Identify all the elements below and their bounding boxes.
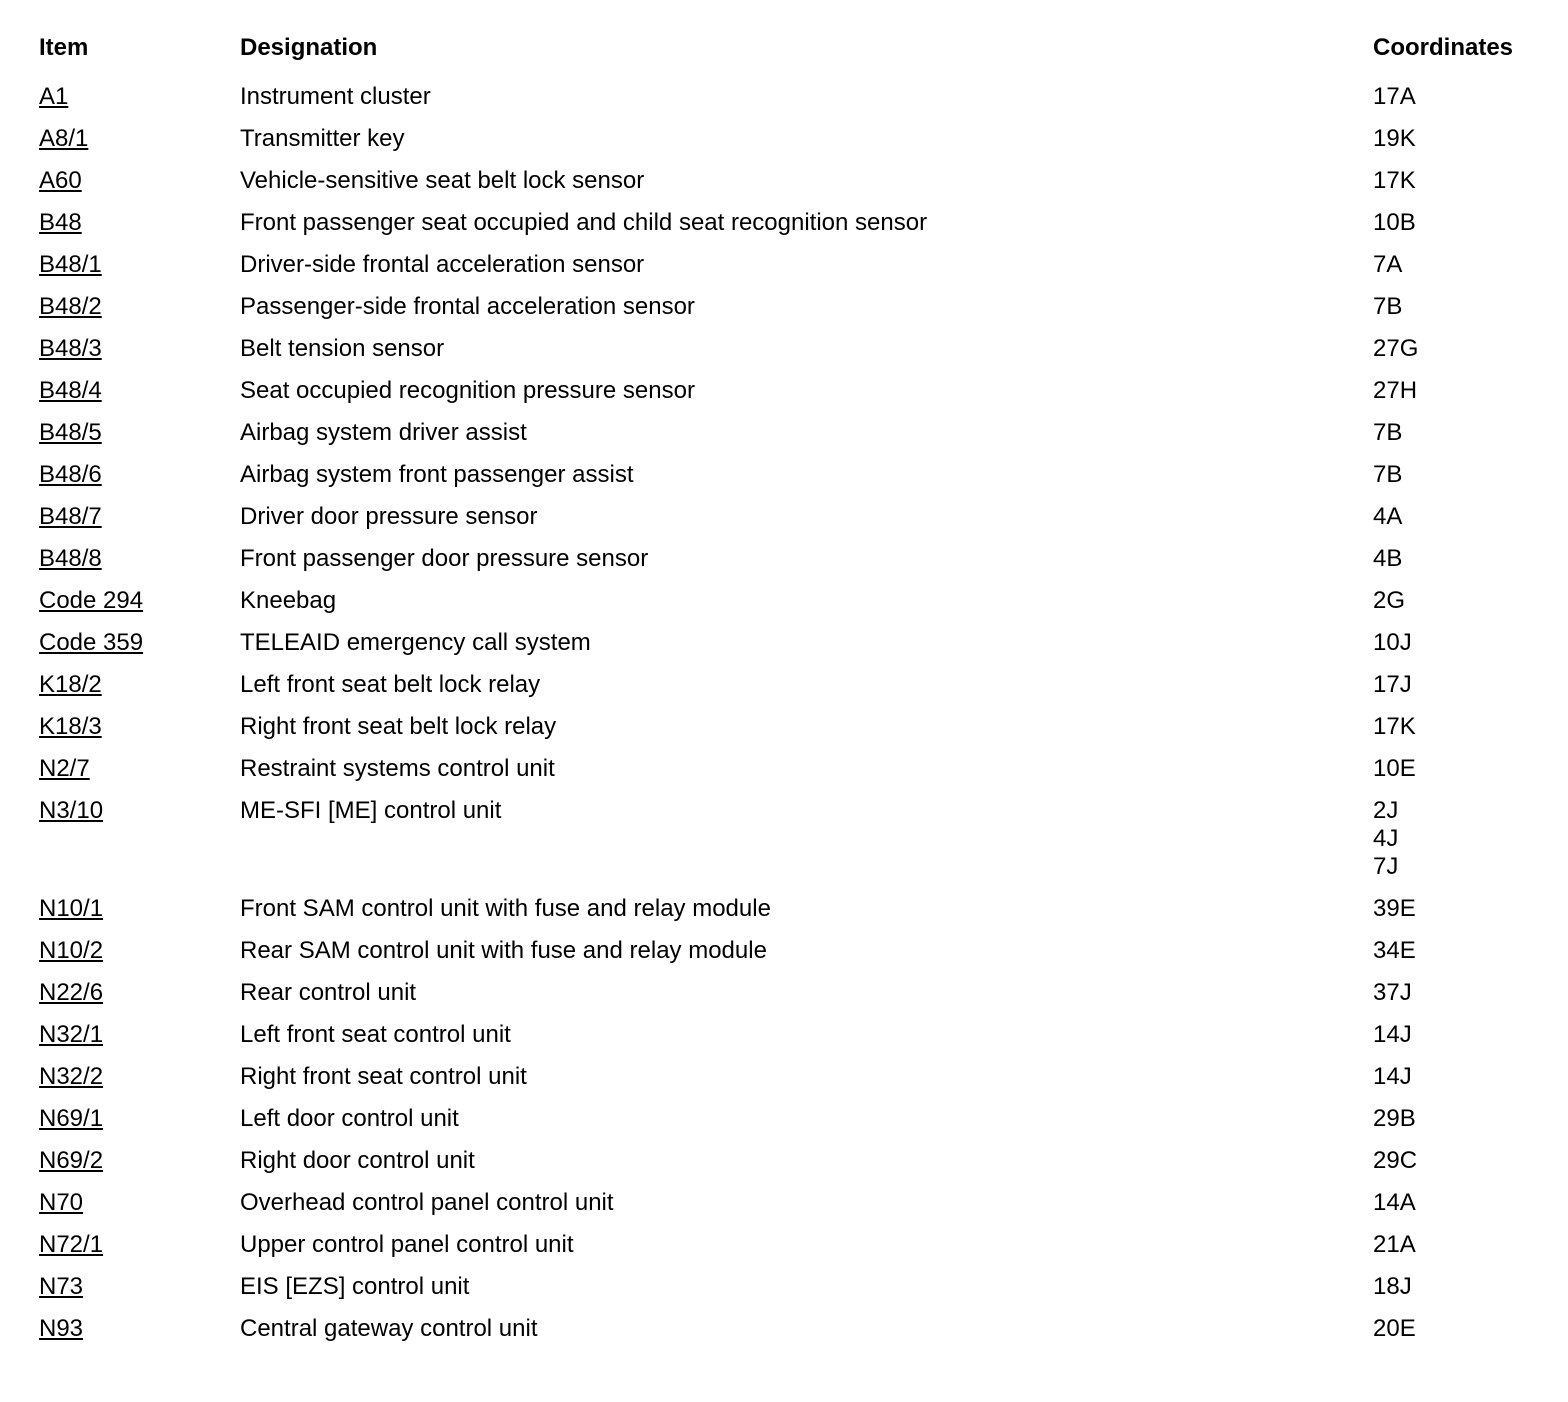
designation-cell: Rear SAM control unit with fuse and relay module bbox=[240, 937, 767, 964]
designation-cell: Vehicle-sensitive seat belt lock sensor bbox=[240, 167, 645, 194]
item-cell bbox=[36, 748, 240, 790]
item-cell bbox=[36, 370, 240, 412]
coordinate-value: 10B bbox=[1373, 209, 1416, 236]
table-row bbox=[36, 1182, 1543, 1224]
coordinates-cell bbox=[1373, 888, 1543, 930]
item-cell bbox=[36, 1140, 240, 1182]
coordinates-cell bbox=[1373, 930, 1543, 972]
designation-cell: Left door control unit bbox=[240, 1105, 459, 1132]
table-row bbox=[36, 790, 1543, 888]
table-row bbox=[36, 1056, 1543, 1098]
table-row bbox=[36, 972, 1543, 1014]
coordinate-value: 7J bbox=[1373, 853, 1399, 880]
item-cell bbox=[36, 930, 240, 972]
designation-cell: Right door control unit bbox=[240, 1147, 475, 1174]
item-link[interactable]: B48/2 bbox=[39, 293, 102, 320]
item-cell bbox=[36, 1224, 240, 1266]
coordinates-cell bbox=[1373, 580, 1543, 622]
coordinates-cell bbox=[1373, 972, 1543, 1014]
designation-column-header: Designation bbox=[240, 34, 378, 61]
coordinates-cell bbox=[1373, 370, 1543, 412]
coordinate-value: 4J bbox=[1373, 825, 1399, 852]
coordinates-cell bbox=[1373, 286, 1543, 328]
coordinates-cell bbox=[1373, 622, 1543, 664]
item-link[interactable]: B48/8 bbox=[39, 545, 102, 572]
table-row bbox=[36, 370, 1543, 412]
item-cell bbox=[36, 888, 240, 930]
table-row bbox=[36, 538, 1543, 580]
coordinate-value: 2J bbox=[1373, 797, 1399, 824]
table-row bbox=[36, 328, 1543, 370]
component-legend-table bbox=[36, 28, 1543, 1350]
table-row bbox=[36, 496, 1543, 538]
item-link[interactable]: N70 bbox=[39, 1189, 84, 1216]
item-link[interactable]: N69/1 bbox=[39, 1105, 104, 1132]
coordinates-cell bbox=[1373, 1056, 1543, 1098]
table-row bbox=[36, 454, 1543, 496]
coordinates-cell bbox=[1373, 790, 1543, 888]
item-cell bbox=[36, 1014, 240, 1056]
designation-cell: Right front seat control unit bbox=[240, 1063, 527, 1090]
table-row bbox=[36, 888, 1543, 930]
designation-cell: Airbag system front passenger assist bbox=[240, 461, 634, 488]
item-link[interactable]: A1 bbox=[39, 83, 69, 110]
table-row bbox=[36, 1308, 1543, 1350]
item-cell bbox=[36, 1098, 240, 1140]
item-cell bbox=[36, 1182, 240, 1224]
table-row bbox=[36, 1140, 1543, 1182]
coordinate-value: 7A bbox=[1373, 251, 1403, 278]
table-row bbox=[36, 76, 1543, 118]
coordinate-value: 27G bbox=[1373, 335, 1419, 362]
item-cell bbox=[36, 160, 240, 202]
designation-cell: Front passenger seat occupied and child seat recognition sensor bbox=[240, 209, 928, 236]
item-link[interactable]: A8/1 bbox=[39, 125, 89, 152]
coordinates-cell bbox=[1373, 1182, 1543, 1224]
table-row bbox=[36, 1266, 1543, 1308]
item-cell bbox=[36, 538, 240, 580]
item-link[interactable]: N93 bbox=[39, 1315, 84, 1342]
item-link[interactable]: K18/3 bbox=[39, 713, 102, 740]
coordinate-value: 14J bbox=[1373, 1063, 1412, 1090]
item-cell bbox=[36, 202, 240, 244]
item-cell bbox=[36, 412, 240, 454]
table-header-row bbox=[36, 28, 1543, 76]
table-body bbox=[36, 76, 1543, 1350]
coordinates-cell bbox=[1373, 160, 1543, 202]
designation-cell: Left front seat control unit bbox=[240, 1021, 511, 1048]
coordinates-column-header: Coordinates bbox=[1373, 34, 1514, 61]
table-row bbox=[36, 286, 1543, 328]
coordinate-value: 7B bbox=[1373, 419, 1403, 446]
coordinates-cell bbox=[1373, 1140, 1543, 1182]
coordinate-value: 19K bbox=[1373, 125, 1416, 152]
item-link[interactable]: B48/4 bbox=[39, 377, 102, 404]
table-row bbox=[36, 930, 1543, 972]
coordinate-value: 4A bbox=[1373, 503, 1403, 530]
item-cell bbox=[36, 972, 240, 1014]
item-link[interactable]: N10/1 bbox=[39, 895, 104, 922]
coordinates-cell bbox=[1373, 538, 1543, 580]
designation-cell: Passenger-side frontal acceleration sensor bbox=[240, 293, 695, 320]
designation-cell: Driver-side frontal acceleration sensor bbox=[240, 251, 645, 278]
coordinates-cell bbox=[1373, 454, 1543, 496]
item-link[interactable]: A60 bbox=[39, 167, 82, 194]
coordinate-value: 10J bbox=[1373, 629, 1412, 656]
coordinate-value: 17J bbox=[1373, 671, 1412, 698]
table-row bbox=[36, 118, 1543, 160]
item-cell bbox=[36, 118, 240, 160]
coordinate-value: 14A bbox=[1373, 1189, 1416, 1216]
coordinates-cell bbox=[1373, 412, 1543, 454]
item-cell bbox=[36, 664, 240, 706]
designation-cell: Left front seat belt lock relay bbox=[240, 671, 541, 698]
item-link[interactable]: N10/2 bbox=[39, 937, 104, 964]
table-row bbox=[36, 1224, 1543, 1266]
designation-cell: Rear control unit bbox=[240, 979, 417, 1006]
item-link[interactable]: N32/1 bbox=[39, 1021, 104, 1048]
item-link[interactable]: Code 294 bbox=[39, 587, 144, 614]
item-link[interactable]: B48/6 bbox=[39, 461, 102, 488]
item-link[interactable]: B48/5 bbox=[39, 419, 102, 446]
coordinates-cell bbox=[1373, 496, 1543, 538]
item-cell bbox=[36, 706, 240, 748]
table-row bbox=[36, 202, 1543, 244]
item-cell bbox=[36, 1266, 240, 1308]
designation-cell: Belt tension sensor bbox=[240, 335, 445, 362]
item-cell bbox=[36, 76, 240, 118]
item-cell bbox=[36, 328, 240, 370]
coordinates-cell bbox=[1373, 706, 1543, 748]
designation-cell: Transmitter key bbox=[240, 125, 405, 152]
designation-cell: Kneebag bbox=[240, 587, 337, 614]
coordinate-value: 39E bbox=[1373, 895, 1416, 922]
item-link[interactable]: B48/7 bbox=[39, 503, 102, 530]
coordinate-value: 17K bbox=[1373, 167, 1416, 194]
designation-cell: EIS [EZS] control unit bbox=[240, 1273, 470, 1300]
coordinate-value: 27H bbox=[1373, 377, 1418, 404]
designation-cell: TELEAID emergency call system bbox=[240, 629, 591, 656]
coordinate-value: 4B bbox=[1373, 545, 1403, 572]
item-cell bbox=[36, 1308, 240, 1350]
designation-cell: Central gateway control unit bbox=[240, 1315, 538, 1342]
coordinate-value: 21A bbox=[1373, 1231, 1416, 1258]
item-cell bbox=[36, 244, 240, 286]
table-row bbox=[36, 622, 1543, 664]
coordinate-value: 7B bbox=[1373, 461, 1403, 488]
coordinates-cell bbox=[1373, 1308, 1543, 1350]
coordinates-cell bbox=[1373, 76, 1543, 118]
table-row bbox=[36, 412, 1543, 454]
item-link[interactable]: B48 bbox=[39, 209, 82, 236]
designation-cell: Driver door pressure sensor bbox=[240, 503, 538, 530]
designation-cell: Front SAM control unit with fuse and relay module bbox=[240, 895, 771, 922]
table-row bbox=[36, 664, 1543, 706]
item-link[interactable]: N2/7 bbox=[39, 755, 90, 782]
coordinate-value: 10E bbox=[1373, 755, 1416, 782]
coordinates-cell bbox=[1373, 118, 1543, 160]
coordinate-value: 17K bbox=[1373, 713, 1416, 740]
item-link[interactable]: N3/10 bbox=[39, 797, 104, 824]
table-row bbox=[36, 244, 1543, 286]
item-cell bbox=[36, 1056, 240, 1098]
coordinates-cell bbox=[1373, 1098, 1543, 1140]
table-row bbox=[36, 748, 1543, 790]
item-link[interactable]: N32/2 bbox=[39, 1063, 104, 1090]
item-cell bbox=[36, 790, 240, 888]
designation-cell: Overhead control panel control unit bbox=[240, 1189, 614, 1216]
coordinates-cell bbox=[1373, 1014, 1543, 1056]
table-row bbox=[36, 580, 1543, 622]
table-row bbox=[36, 160, 1543, 202]
coordinate-value: 37J bbox=[1373, 979, 1412, 1006]
table-row bbox=[36, 1098, 1543, 1140]
coordinates-cell bbox=[1373, 244, 1543, 286]
item-link[interactable]: N72/1 bbox=[39, 1231, 104, 1258]
designation-cell: Seat occupied recognition pressure sensor bbox=[240, 377, 695, 404]
item-column-header: Item bbox=[39, 34, 89, 61]
table-row bbox=[36, 1014, 1543, 1056]
designation-cell: Instrument cluster bbox=[240, 83, 431, 110]
coordinates-cell bbox=[1373, 1266, 1543, 1308]
coordinate-value: 18J bbox=[1373, 1273, 1412, 1300]
item-cell bbox=[36, 286, 240, 328]
item-cell bbox=[36, 496, 240, 538]
item-link[interactable]: N73 bbox=[39, 1273, 84, 1300]
coordinate-value: 7B bbox=[1373, 293, 1403, 320]
designation-cell: Upper control panel control unit bbox=[240, 1231, 574, 1258]
coordinates-cell bbox=[1373, 664, 1543, 706]
item-link[interactable]: N22/6 bbox=[39, 979, 104, 1006]
item-link[interactable]: N69/2 bbox=[39, 1147, 104, 1174]
designation-cell: Restraint systems control unit bbox=[240, 755, 555, 782]
designation-cell: Airbag system driver assist bbox=[240, 419, 527, 446]
coordinates-cell bbox=[1373, 202, 1543, 244]
coordinate-value: 20E bbox=[1373, 1315, 1416, 1342]
designation-cell: ME-SFI [ME] control unit bbox=[240, 797, 502, 824]
coordinate-value: 2G bbox=[1373, 587, 1406, 614]
designation-cell: Right front seat belt lock relay bbox=[240, 713, 557, 740]
item-cell bbox=[36, 622, 240, 664]
coordinates-cell bbox=[1373, 1224, 1543, 1266]
coordinates-cell bbox=[1373, 328, 1543, 370]
item-cell bbox=[36, 580, 240, 622]
item-link[interactable]: Code 359 bbox=[39, 629, 144, 656]
item-cell bbox=[36, 454, 240, 496]
coordinate-value: 14J bbox=[1373, 1021, 1412, 1048]
item-link[interactable]: K18/2 bbox=[39, 671, 102, 698]
coordinate-value: 17A bbox=[1373, 83, 1416, 110]
item-link[interactable]: B48/3 bbox=[39, 335, 102, 362]
item-link[interactable]: B48/1 bbox=[39, 251, 102, 278]
designation-cell: Front passenger door pressure sensor bbox=[240, 545, 649, 572]
coordinate-value: 34E bbox=[1373, 937, 1416, 964]
table-row bbox=[36, 706, 1543, 748]
coordinate-value: 29B bbox=[1373, 1105, 1416, 1132]
coordinate-value: 29C bbox=[1373, 1147, 1418, 1174]
coordinates-cell bbox=[1373, 748, 1543, 790]
